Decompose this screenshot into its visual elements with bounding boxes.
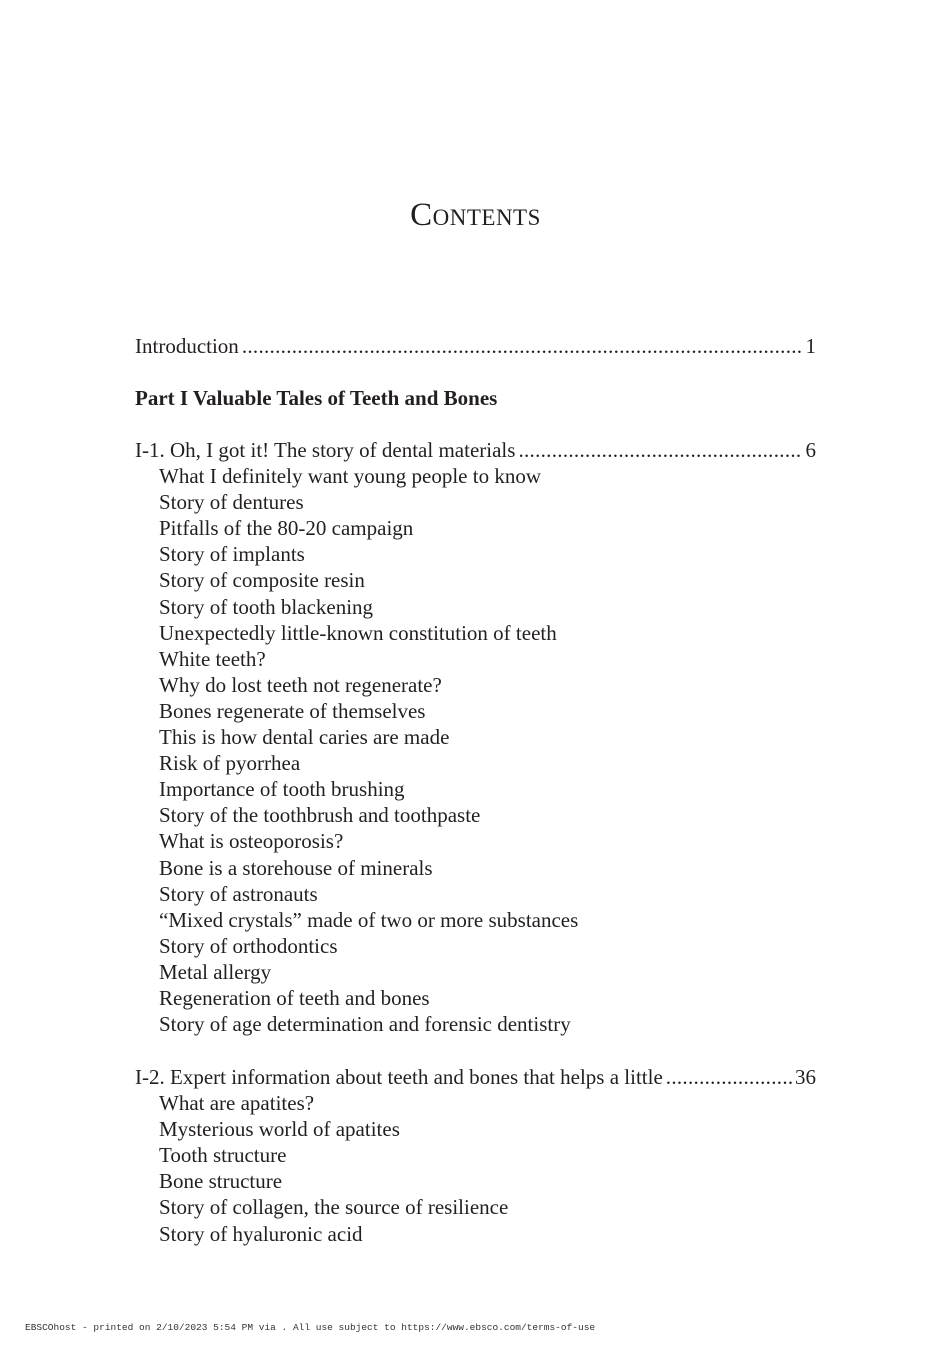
subtopic: “Mixed crystals” made of two or more substances <box>159 907 579 932</box>
subtopic: Story of dentures <box>159 490 304 515</box>
footer-notice: EBSCOhost - printed on 2/10/2023 5:54 PM via . All use subject to https://www.ebsco.com/terms-of-use <box>25 1322 596 1333</box>
subtopic: This is how dental caries are made <box>159 725 450 750</box>
subtopic: Story of orthodontics <box>159 933 338 958</box>
subtopic: Story of composite resin <box>159 568 365 593</box>
part-heading: Part I Valuable Tales of Teeth and Bones <box>135 386 498 410</box>
subtopic: Risk of pyorrhea <box>159 751 301 776</box>
toc-entry-label: Introduction <box>135 334 239 358</box>
chapter-entry <box>135 1064 816 1090</box>
chapter-2-section <box>135 1064 816 1247</box>
subtopic: Why do lost teeth not regenerate? <box>159 672 442 697</box>
subtopic: Bones regenerate of themselves <box>159 698 426 723</box>
subtopic: Story of age determination and forensic dentistry <box>159 1012 571 1037</box>
subtopic: Mysterious world of apatites <box>159 1117 400 1142</box>
subtopic: Bone structure <box>159 1169 283 1194</box>
subtopic: Bone is a storehouse of minerals <box>159 855 433 880</box>
page-title: Contents <box>410 197 541 233</box>
subtopic: Unexpectedly little-known constitution of teeth <box>159 620 557 645</box>
subtopic: Importance of tooth brushing <box>159 777 405 802</box>
subtopic: Tooth structure <box>159 1143 287 1168</box>
subtopic: Story of hyaluronic acid <box>159 1221 363 1246</box>
dot-leader <box>666 1064 792 1090</box>
subtopic: What I definitely want young people to know <box>159 464 541 489</box>
dot-leader <box>518 437 802 463</box>
toc-page-number: 6 <box>805 438 816 462</box>
chapter-entry <box>135 437 816 463</box>
subtopic: Story of tooth blackening <box>159 594 374 619</box>
subtopic: What is osteoporosis? <box>159 829 344 854</box>
chapter-1-section <box>135 437 816 1037</box>
subtopic: Story of implants <box>159 542 305 567</box>
subtopic: What are apatites? <box>159 1091 315 1116</box>
toc-page-number: 1 <box>805 334 816 358</box>
toc-page-number: 36 <box>795 1065 816 1089</box>
subtopic: Regeneration of teeth and bones <box>159 985 430 1010</box>
subtopic: Metal allergy <box>159 959 272 984</box>
chapter-title: I-1. Oh, I got it! The story of dental materials <box>135 438 516 462</box>
chapter-title: I-2. Expert information about teeth and bones that helps a little <box>135 1065 663 1089</box>
subtopic: Story of the toothbrush and toothpaste <box>159 803 481 828</box>
toc-intro-entry <box>135 333 816 359</box>
subtopic: Story of collagen, the source of resilience <box>159 1195 509 1220</box>
subtopic: White teeth? <box>159 646 266 671</box>
subtopic: Story of astronauts <box>159 881 318 906</box>
dot-leader <box>242 333 803 359</box>
subtopic: Pitfalls of the 80-20 campaign <box>159 516 414 541</box>
